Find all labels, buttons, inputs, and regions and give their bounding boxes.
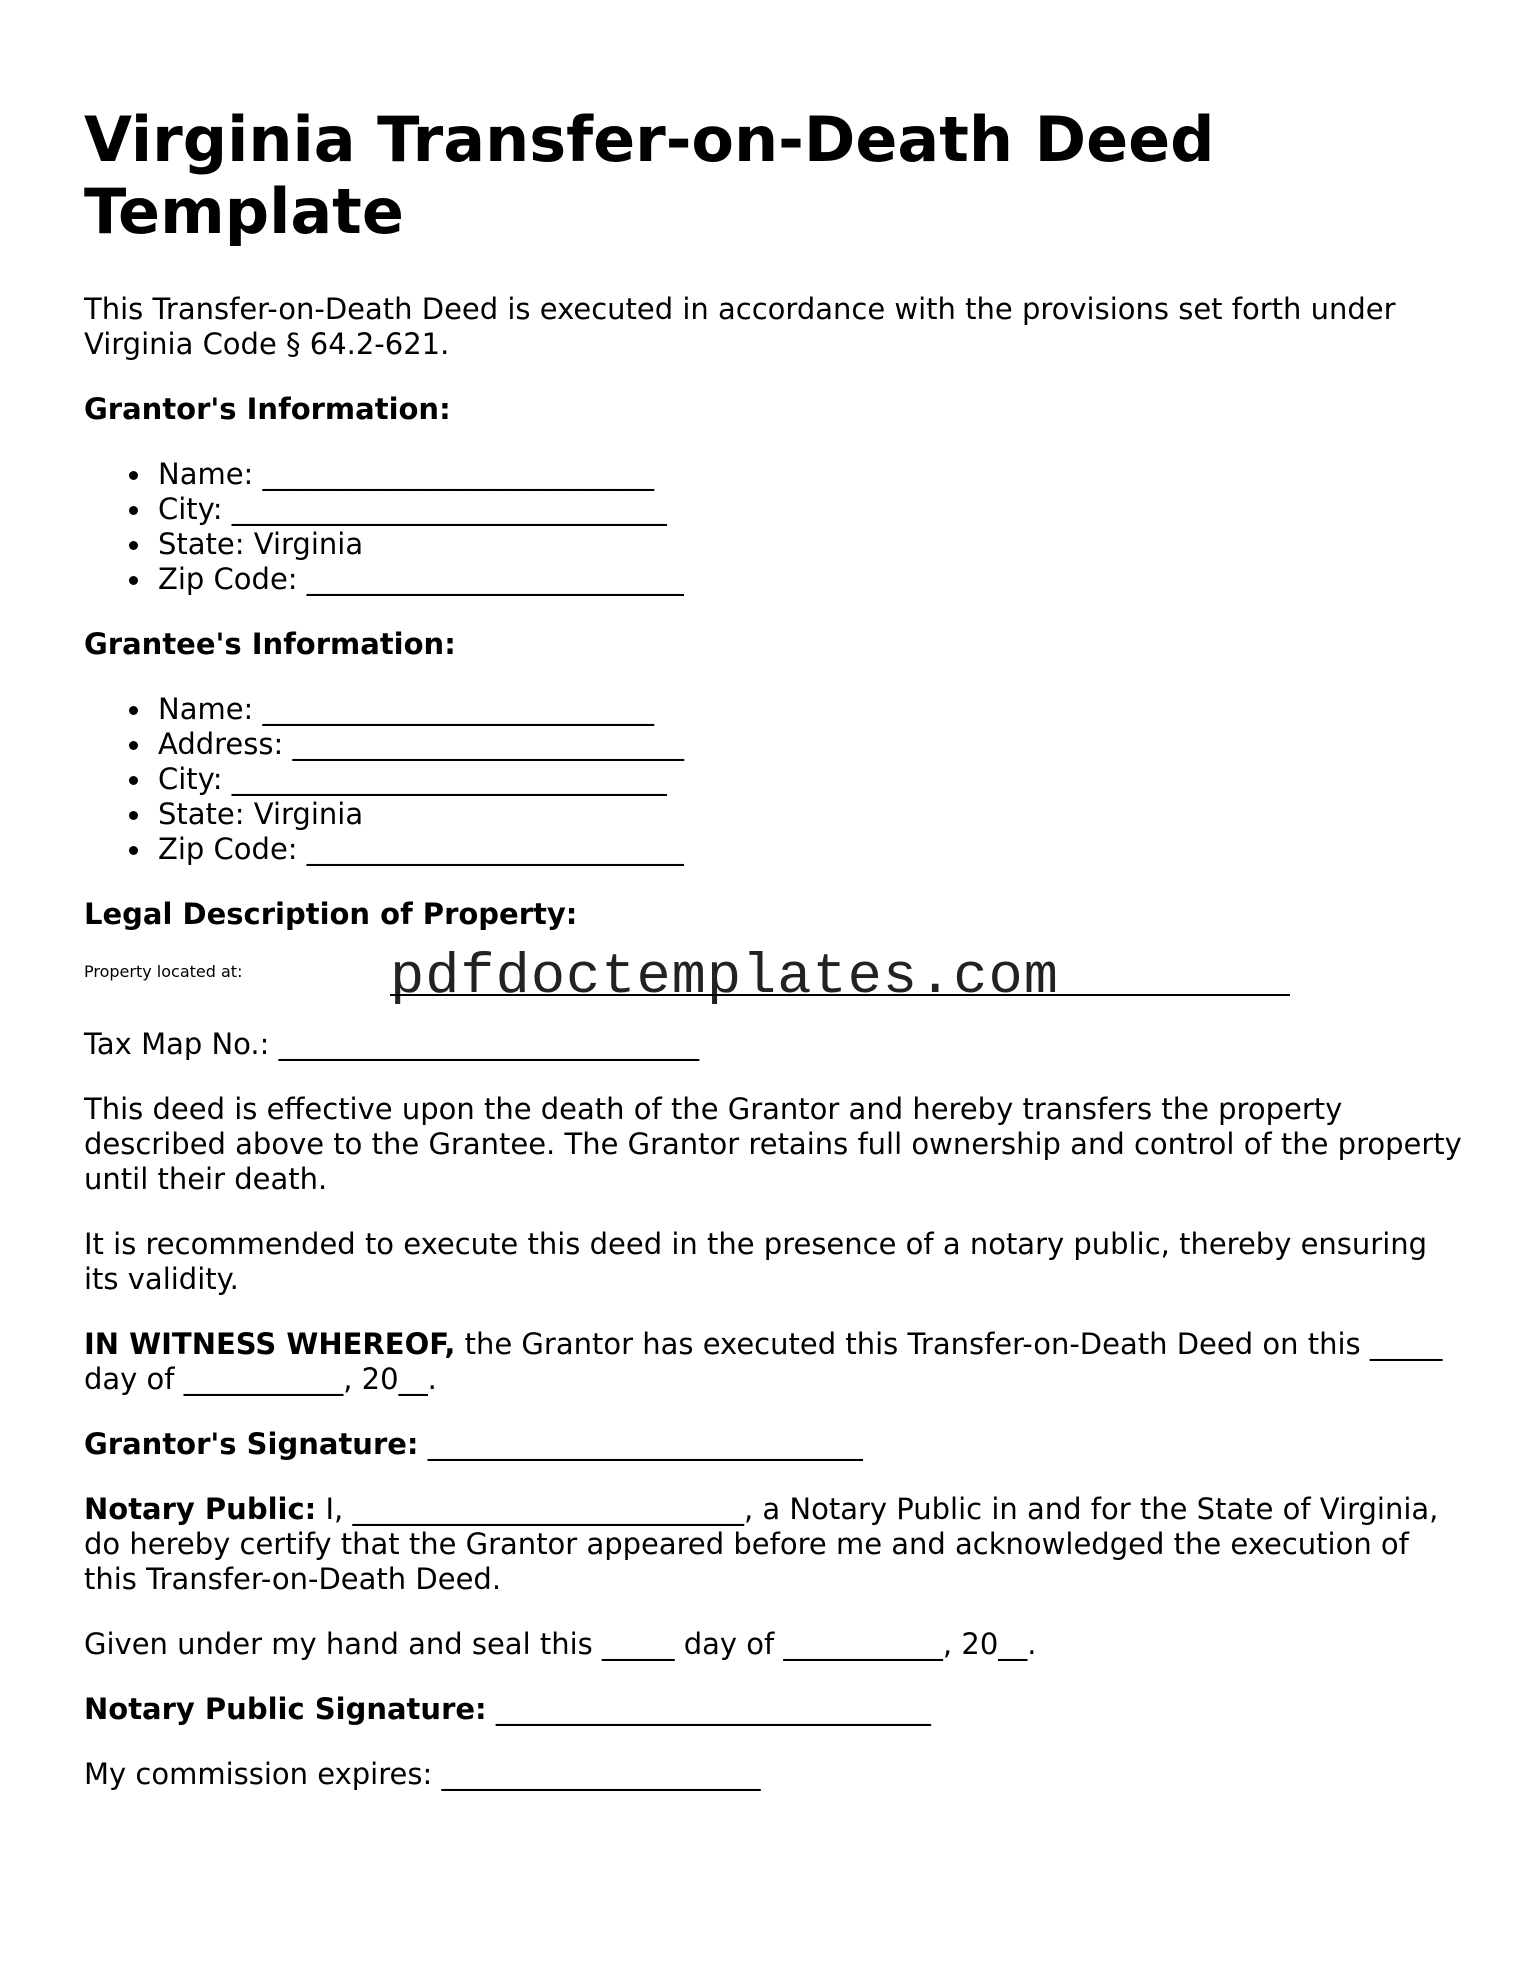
notary-signature-line	[84, 1692, 1464, 1727]
notary-signature-label: Notary Public Signature:	[84, 1692, 487, 1726]
tax-map-field[interactable]: Tax Map No.: _____________________________	[84, 1027, 700, 1061]
grantee-address-field[interactable]: Address: ___________________________	[158, 727, 1464, 762]
recommendation-paragraph: It is recommended to execute this deed in the presence of a notary public, thereby ensuring its validity.	[84, 1227, 1428, 1296]
grantee-heading: Grantee's Information:	[84, 627, 456, 661]
notary-label: Notary Public:	[84, 1492, 317, 1526]
witness-paragraph	[84, 1327, 1464, 1397]
grantor-zip-field[interactable]: Zip Code: __________________________	[158, 562, 1464, 597]
grantee-info-list	[84, 692, 1464, 867]
grantor-state-field: State: Virginia	[158, 527, 1464, 562]
grantee-city-field[interactable]: City: ______________________________	[158, 762, 1464, 797]
grantor-city-field[interactable]: City: ______________________________	[158, 492, 1464, 527]
document-page	[84, 104, 1464, 1822]
grantor-signature-field[interactable]: ______________________________	[418, 1427, 863, 1461]
document-title: Virginia Transfer-on-Death Deed Template	[84, 103, 1215, 248]
property-location-line	[84, 946, 1464, 1010]
grantee-name-field[interactable]: Name: ___________________________	[158, 692, 1464, 727]
property-heading: Legal Description of Property:	[84, 897, 578, 931]
grantee-zip-field[interactable]: Zip Code: __________________________	[158, 832, 1464, 867]
property-location-field[interactable]	[390, 994, 1290, 996]
given-under-line[interactable]: Given under my hand and seal this _____ day of ___________, 20__.	[84, 1627, 1037, 1661]
notary-paragraph	[84, 1492, 1464, 1597]
grantor-signature-line	[84, 1427, 1464, 1462]
intro-paragraph: This Transfer-on-Death Deed is executed in accordance with the provisions set forth under Virginia Code § 64.2-621.	[84, 292, 1396, 361]
witness-text[interactable]: the Grantor has executed this Transfer-on-Death Deed on this _____ day of ___________, 20__.	[84, 1327, 1443, 1396]
notary-signature-field[interactable]: ______________________________	[486, 1692, 931, 1726]
commission-expires-line[interactable]: My commission expires: ______________________	[84, 1757, 761, 1791]
watermark-text: pdfdoctemplates.com	[390, 946, 1059, 1010]
witness-bold: IN WITNESS WHEREOF,	[84, 1327, 456, 1361]
notary-text[interactable]: I, ___________________________, a Notary Public in and for the State of Virginia, do hereby certify that the Grantor appeared before me and acknowledged the execution of this Transfer-on-Death Deed.	[84, 1492, 1439, 1596]
grantor-heading: Grantor's Information:	[84, 392, 451, 426]
grantor-info-list	[84, 457, 1464, 597]
effective-paragraph: This deed is effective upon the death of the Grantor and hereby transfers the property described above to the Grantee. The Grantor retains full ownership and control of the property until their death.	[84, 1092, 1462, 1196]
grantor-signature-label: Grantor's Signature:	[84, 1427, 419, 1461]
property-location-label: Property located at:	[84, 962, 243, 981]
grantor-name-field[interactable]: Name: ___________________________	[158, 457, 1464, 492]
grantee-state-field: State: Virginia	[158, 797, 1464, 832]
